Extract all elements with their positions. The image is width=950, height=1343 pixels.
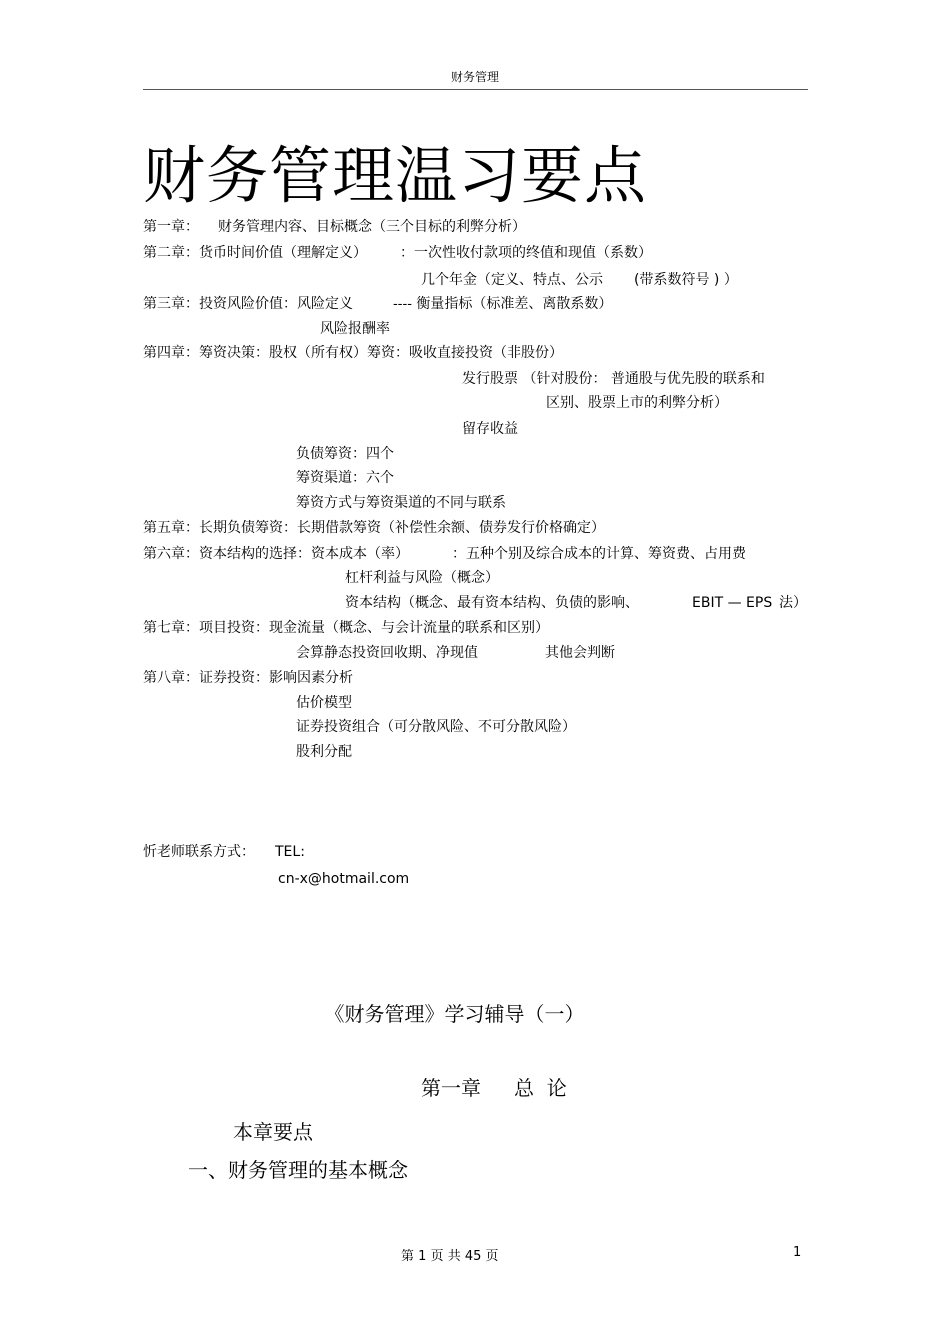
page-header: 财务管理	[450, 70, 499, 84]
outline-line: 区别、股票上市的利弊分析）	[546, 395, 728, 411]
outline-line: 第三章：投资风险价值：风险定义	[143, 296, 353, 312]
outline-line: ：一次性收付款项的终值和现值（系数）	[400, 245, 652, 261]
outline-line: 第四章：筹资决策：股权（所有权）筹资：吸收直接投资（非股份）	[143, 345, 563, 361]
outline-line: 第二章：货币时间价值（理解定义）	[143, 245, 367, 261]
outline-line: 筹资渠道：六个	[296, 470, 394, 486]
outline-line: 筹资方式与筹资渠道的不同与联系	[296, 495, 506, 511]
section-heading: 本章要点	[233, 1120, 313, 1144]
outline-line: 几个年金（定义、特点、公示	[421, 272, 603, 288]
outline-line: 第八章：证券投资：影响因素分析	[143, 670, 353, 686]
chapter-name: 总 论	[514, 1076, 567, 1100]
outline-line: 股利分配	[296, 744, 352, 760]
footer-suffix: 页	[485, 1249, 499, 1264]
contact-tel: TEL:	[275, 844, 305, 860]
contact-label: 忻老师联系方式：	[143, 844, 255, 860]
outline-line: 估价模型	[296, 695, 352, 711]
outline-line: 负债筹资：四个	[296, 446, 394, 462]
outline-line: 财务管理内容、目标概念（三个目标的利弊分析）	[218, 219, 526, 235]
guide-title: 《财务管理》学习辅导（一）	[324, 1002, 585, 1026]
outline-line: 风险报酬率	[320, 321, 390, 337]
contact-email: cn-x@hotmail.com	[278, 871, 410, 887]
chapter-number: 第一章	[421, 1076, 481, 1100]
page-count-footer	[401, 1245, 499, 1264]
outline-line: 第六章：资本结构的选择：资本成本（率）	[143, 546, 409, 562]
footer-total-pages: 45	[464, 1249, 482, 1264]
outline-line: 会算静态投资回收期、净现值	[296, 645, 478, 661]
subsection-heading: 一、财务管理的基本概念	[188, 1158, 408, 1182]
footer-current-page: 1	[418, 1249, 427, 1264]
outline-line: 其他会判断	[545, 645, 615, 661]
outline-line: (带系数符号 ) ）	[634, 272, 738, 288]
outline-line: 证券投资组合（可分散风险、不可分散风险）	[296, 719, 576, 735]
footer-prefix: 第	[401, 1249, 415, 1264]
outline-line: 发行股票 （针对股份： 普通股与优先股的联系和	[462, 371, 765, 387]
outline-line: 第一章：	[143, 219, 199, 235]
document-title: 财务管理温习要点	[143, 139, 648, 212]
outline-line: 留存收益	[462, 421, 518, 437]
outline-line: 资本结构（概念、最有资本结构、负债的影响、	[345, 595, 639, 611]
header-rule	[143, 89, 808, 90]
outline-line: ：五种个别及综合成本的计算、筹资费、占用费	[452, 546, 746, 562]
outline-line: ---- 衡量指标（标准差、离散系数）	[393, 296, 613, 312]
outline-line: 杠杆利益与风险（概念）	[345, 570, 499, 586]
outline-line: 第七章：项目投资：现金流量（概念、与会计流量的联系和区别）	[143, 620, 549, 636]
page-number: 1	[793, 1245, 802, 1260]
footer-mid: 页 共	[430, 1249, 461, 1264]
outline-line: 第五章：长期负债筹资：长期借款筹资（补偿性余额、债券发行价格确定）	[143, 520, 605, 536]
outline-line: 法）	[779, 595, 807, 611]
outline-line: EBIT — EPS	[692, 595, 773, 611]
